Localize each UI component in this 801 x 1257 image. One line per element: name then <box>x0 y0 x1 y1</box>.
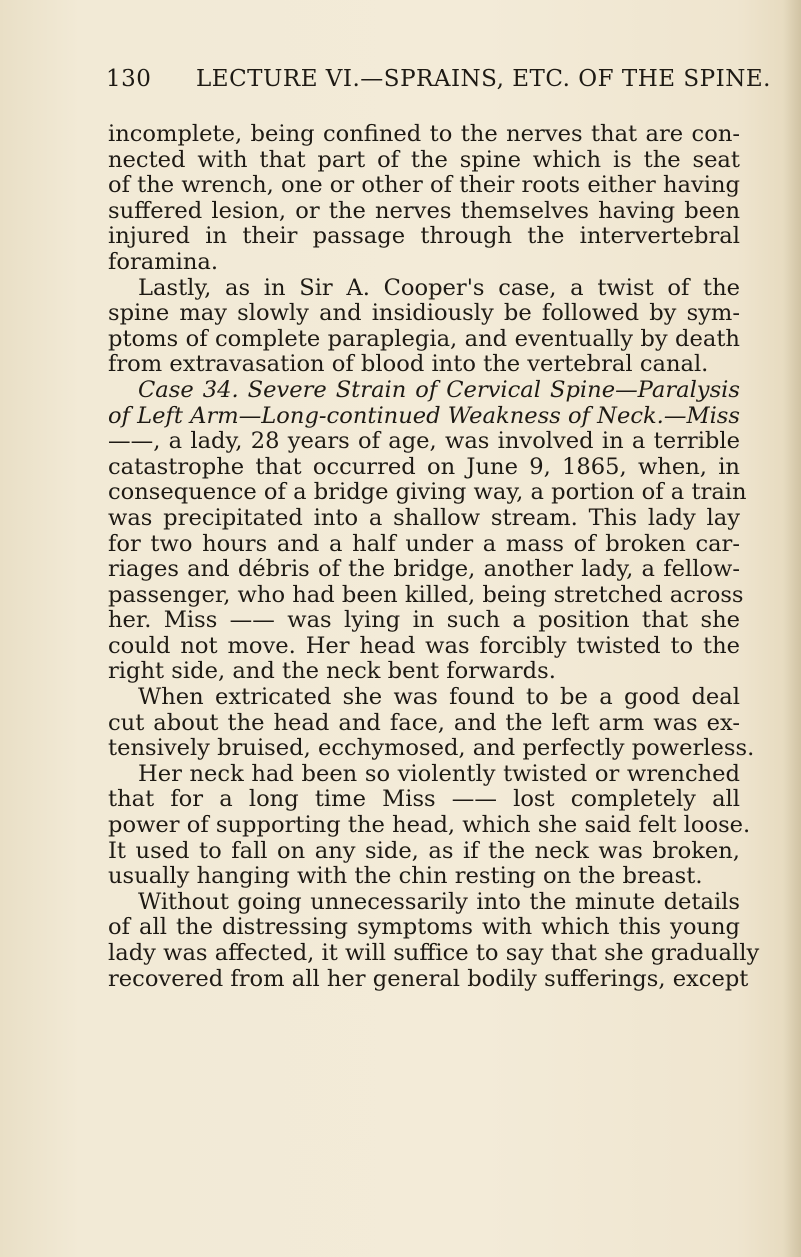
text-line: consequence of a bridge giving way, a portion of a train <box>108 479 747 506</box>
text-line: power of supporting the head, which she said felt loose. <box>108 812 751 839</box>
text-line: right side, and the neck bent forwards. <box>108 658 556 685</box>
text-line: Without going unnecessarily into the minute details <box>138 888 740 915</box>
running-title: LECTURE VI.—SPRAINS, ETC. OF THE SPINE. <box>196 66 771 92</box>
text-line: ptoms of complete paraplegia, and eventually by death <box>108 325 740 352</box>
text-line: passenger, who had been killed, being stretched across <box>108 581 744 608</box>
text-line: foramina. <box>108 248 219 275</box>
text-line: cut about the head and face, and the left arm was ex- <box>108 709 740 736</box>
text-line: nected with that part of the spine which is the seat <box>108 146 740 173</box>
text-line: Her neck had been so violently twisted or wrenched <box>138 760 740 787</box>
text-line: catastrophe that occurred on June 9, 1865, when, in <box>108 453 740 480</box>
text-line: tensively bruised, ecchymosed, and perfectly powerless. <box>108 735 755 762</box>
text-line: lady was affected, it will suffice to say that she gradually <box>108 940 760 966</box>
text-line: It used to fall on any side, as if the neck was broken, <box>108 837 740 864</box>
text-line: suffered lesion, or the nerves themselves having been <box>108 197 740 224</box>
text-line: Lastly, as in Sir A. Cooper's case, a twist of the <box>138 274 740 301</box>
text-line: incomplete, being confined to the nerves that are con- <box>108 121 740 147</box>
case-heading-line: of Left Arm—Long-continued Weakness of Neck.—Miss <box>108 402 740 429</box>
page-edge-shadow <box>783 0 801 1257</box>
text-line: from extravasation of blood into the vertebral canal. <box>108 351 709 378</box>
text-line: usually hanging with the chin resting on the breast. <box>108 863 703 890</box>
text-line: of all the distressing symptoms with which this young <box>108 914 740 941</box>
page-number: 130 <box>106 66 152 92</box>
text-line: recovered from all her general bodily sufferings, except <box>108 965 749 992</box>
text-line: spine may slowly and insidiously be followed by sym- <box>108 300 740 327</box>
text-line: was precipitated into a shallow stream. This lady lay <box>108 504 740 531</box>
running-header <box>106 66 771 92</box>
text-line: that for a long time Miss —— lost completely all <box>108 786 740 813</box>
text-line: When extricated she was found to be a good deal <box>138 684 740 711</box>
text-line: ——, a lady, 28 years of age, was involved in a terrible <box>108 428 740 455</box>
text-line: injured in their passage through the intervertebral <box>108 223 740 250</box>
case-heading-line: Case 34. Severe Strain of Cervical Spine—Paralysis <box>138 376 740 403</box>
text-line: her. Miss —— was lying in such a position that she <box>108 607 740 634</box>
text-line: could not move. Her head was forcibly twisted to the <box>108 632 740 659</box>
body-text <box>108 121 760 992</box>
text-line: riages and débris of the bridge, another lady, a fellow- <box>108 556 740 583</box>
text-line: for two hours and a half under a mass of broken car- <box>108 530 740 557</box>
text-line: of the wrench, one or other of their roots either having <box>108 172 740 199</box>
